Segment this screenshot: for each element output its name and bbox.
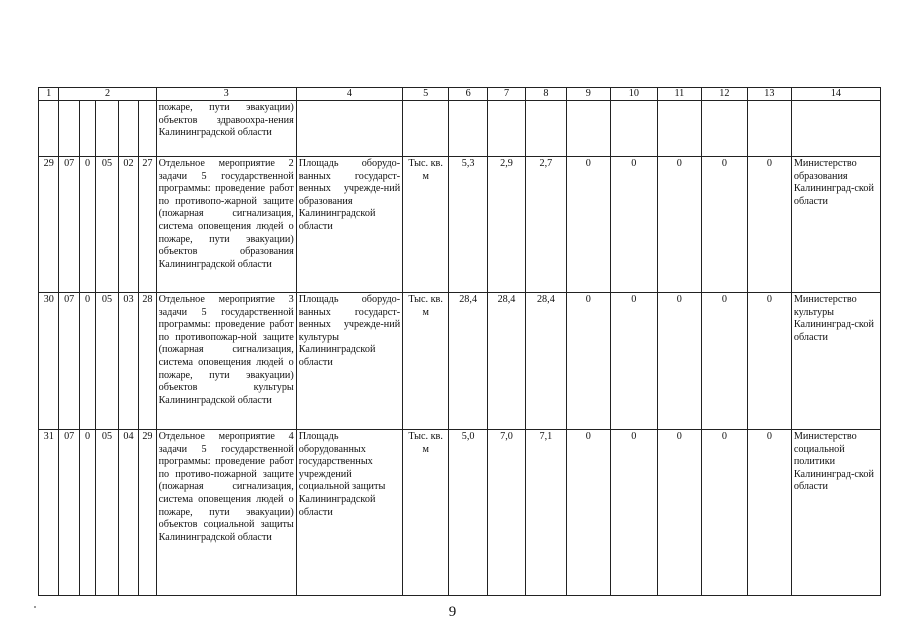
table-row — [39, 430, 881, 596]
value-cell: 2,7 — [525, 157, 566, 293]
value-cell: 0 — [657, 157, 701, 293]
value-cell: 7,1 — [525, 430, 566, 596]
header-cell: 8 — [525, 88, 566, 101]
program-table — [38, 87, 881, 596]
code-cell: 07 — [59, 430, 79, 596]
header-cell: 4 — [296, 88, 402, 101]
indicator-cell: Площадь оборудо-ванных государст-венных учрежде-ний культуры Калининградской области — [296, 293, 402, 430]
activity-cell: Отдельное мероприятие 3 задачи 5 государственной программы: проведение работ по противопожар-ной защите (пожарная сигнализация, система оповещения людей о пожаре, пути эвакуации) объектов культуры Калининградской области — [156, 293, 296, 430]
executor-cell: Министерство культуры Калининград-ской области — [791, 293, 880, 430]
continuation-text: пожаре, пути эвакуации) объектов здравоохра-нения Калининградской области — [156, 101, 296, 157]
value-cell: 0 — [747, 157, 791, 293]
value-cell: 5,0 — [449, 430, 488, 596]
code-cell: 0 — [79, 293, 95, 430]
header-cell: 14 — [791, 88, 880, 101]
value-cell: 0 — [701, 430, 747, 596]
value-cell: 5,3 — [449, 157, 488, 293]
scan-speck — [34, 606, 36, 608]
header-cell: 2 — [59, 88, 156, 101]
code-cell: 0 — [79, 157, 95, 293]
unit-cell: Тыс. кв. м — [403, 293, 449, 430]
value-cell: 7,0 — [488, 430, 526, 596]
header-cell: 6 — [449, 88, 488, 101]
value-cell: 28,4 — [525, 293, 566, 430]
header-cell: 12 — [701, 88, 747, 101]
value-cell: 0 — [566, 430, 610, 596]
continuation-row — [39, 101, 881, 157]
table-row — [39, 157, 881, 293]
code-cell: 05 — [96, 293, 119, 430]
page-number: 9 — [448, 604, 457, 620]
value-cell: 0 — [566, 157, 610, 293]
code-cell: 03 — [118, 293, 138, 430]
indicator-cell: Площадь оборудованных государственных учреждений социальной защиты Калининградской области — [296, 430, 402, 596]
code-cell: 07 — [59, 293, 79, 430]
header-cell: 7 — [488, 88, 526, 101]
value-cell: 0 — [747, 293, 791, 430]
value-cell: 28,4 — [488, 293, 526, 430]
code-cell: 04 — [118, 430, 138, 596]
unit-cell: Тыс. кв. м — [403, 430, 449, 596]
code-cell: 27 — [139, 157, 156, 293]
code-cell: 28 — [139, 293, 156, 430]
value-cell: 2,9 — [488, 157, 526, 293]
header-cell: 11 — [657, 88, 701, 101]
unit-cell: Тыс. кв. м — [403, 157, 449, 293]
header-cell: 1 — [39, 88, 59, 101]
header-cell: 9 — [566, 88, 610, 101]
row-number: 29 — [39, 157, 59, 293]
header-cell: 10 — [610, 88, 657, 101]
header-cell: 3 — [156, 88, 296, 101]
value-cell: 0 — [610, 157, 657, 293]
code-cell: 29 — [139, 430, 156, 596]
value-cell: 28,4 — [449, 293, 488, 430]
row-number: 31 — [39, 430, 59, 596]
value-cell: 0 — [610, 430, 657, 596]
code-cell: 07 — [59, 157, 79, 293]
header-row — [39, 88, 881, 101]
header-cell: 5 — [403, 88, 449, 101]
value-cell: 0 — [566, 293, 610, 430]
code-cell: 02 — [118, 157, 138, 293]
activity-cell: Отдельное мероприятие 2 задачи 5 государственной программы: проведение работ по противопо-жарной защите (пожарная сигнализация, система оповещения людей о пожаре, пути эвакуации) объектов образования Калининградской области — [156, 157, 296, 293]
value-cell: 0 — [701, 157, 747, 293]
row-number: 30 — [39, 293, 59, 430]
activity-cell: Отдельное мероприятие 4 задачи 5 государственной программы: проведение работ по противо-пожарной защите (пожарная сигнализация, система оповещения людей о пожаре, пути эвакуации) объектов социальной защиты Калининградской области — [156, 430, 296, 596]
value-cell: 0 — [610, 293, 657, 430]
table-row — [39, 293, 881, 430]
indicator-cell: Площадь оборудо-ванных государст-венных учрежде-ний образования Калининградской области — [296, 157, 402, 293]
value-cell: 0 — [657, 430, 701, 596]
header-cell: 13 — [747, 88, 791, 101]
code-cell: 05 — [96, 157, 119, 293]
code-cell: 05 — [96, 430, 119, 596]
code-cell: 0 — [79, 430, 95, 596]
value-cell: 0 — [747, 430, 791, 596]
executor-cell: Министерство социальной политики Калининград-ской области — [791, 430, 880, 596]
executor-cell: Министерство образования Калининград-ской области — [791, 157, 880, 293]
value-cell: 0 — [701, 293, 747, 430]
value-cell: 0 — [657, 293, 701, 430]
